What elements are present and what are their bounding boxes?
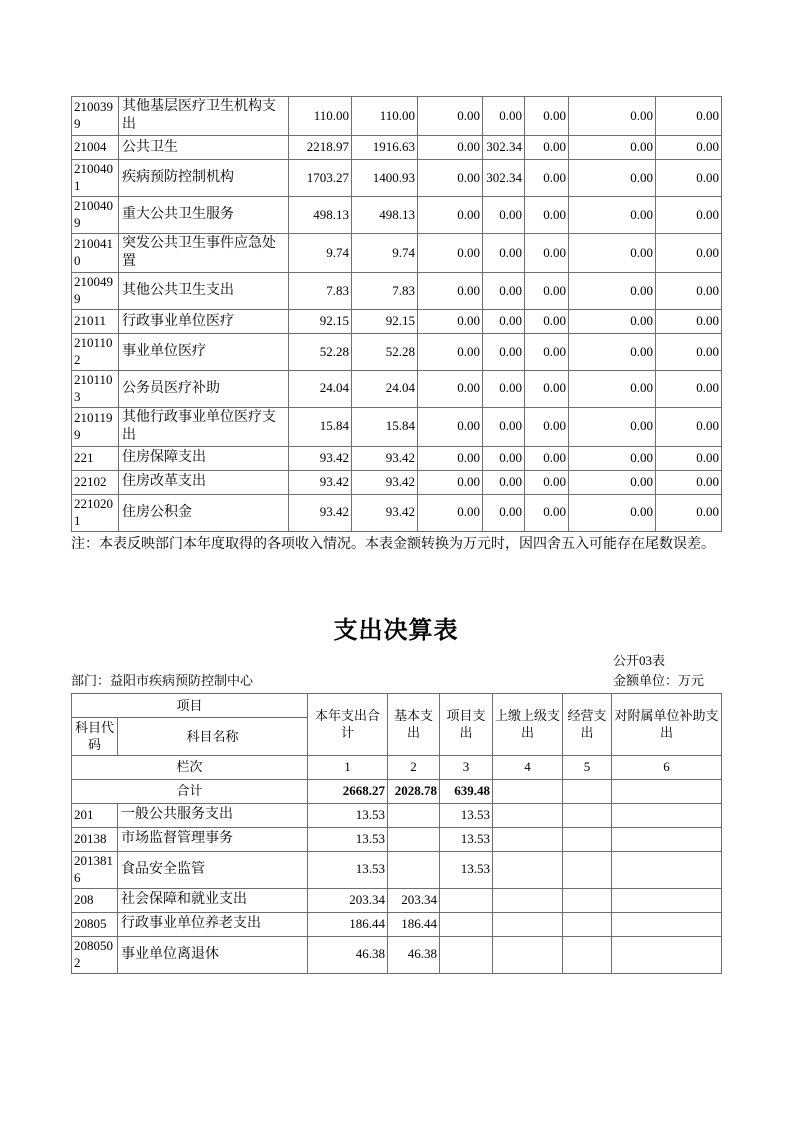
subject-name-cell: 突发公共卫生事件应急处置 [119, 233, 289, 272]
subject-code-cell: 2013816 [72, 851, 118, 888]
header-col-operating: 经营支出 [563, 693, 612, 755]
value-cell: 0.00 [525, 334, 569, 371]
value-cell: 0.00 [418, 136, 483, 160]
subject-name-cell: 公共卫生 [119, 136, 289, 160]
value-cell: 0.00 [569, 407, 656, 446]
header-col-total: 本年支出合计 [308, 693, 388, 755]
value-cell: 0.00 [656, 471, 722, 495]
value-cell [612, 888, 722, 912]
value-cell: 9.74 [352, 233, 418, 272]
value-cell: 302.34 [483, 136, 525, 160]
table-row [72, 495, 722, 532]
value-cell: 0.00 [483, 310, 525, 334]
value-cell: 0.00 [483, 97, 525, 136]
subject-name-cell: 重大公共卫生服务 [119, 197, 289, 234]
subject-code-cell: 2101103 [72, 370, 119, 407]
table-code-label: 公开03表 [613, 652, 666, 668]
value-cell: 0.00 [483, 495, 525, 532]
subject-name-cell: 疾病预防控制机构 [119, 160, 289, 197]
rank-number: 4 [493, 755, 563, 779]
table-row [72, 827, 722, 851]
value-cell: 0.00 [569, 471, 656, 495]
table-row [72, 803, 722, 827]
value-cell: 0.00 [483, 273, 525, 310]
value-cell: 13.53 [440, 803, 493, 827]
total-label: 合计 [72, 779, 308, 803]
table-row [72, 310, 722, 334]
value-cell [612, 827, 722, 851]
table-row [72, 471, 722, 495]
value-cell [493, 888, 563, 912]
subject-code-cell: 208 [72, 888, 118, 912]
subject-code-cell: 2100401 [72, 160, 119, 197]
value-cell: 0.00 [525, 447, 569, 471]
header-col-upper: 上缴上级支出 [493, 693, 563, 755]
rank-number: 3 [440, 755, 493, 779]
table-row [72, 936, 722, 973]
value-cell: 92.15 [352, 310, 418, 334]
value-cell: 0.00 [656, 310, 722, 334]
value-cell: 46.38 [388, 936, 440, 973]
table-row [72, 334, 722, 371]
value-cell: 0.00 [418, 407, 483, 446]
expenditure-table [71, 693, 722, 974]
value-cell [563, 803, 612, 827]
value-cell: 0.00 [525, 471, 569, 495]
value-cell: 0.00 [483, 471, 525, 495]
subject-name-cell: 行政事业单位养老支出 [118, 912, 308, 936]
value-cell: 498.13 [289, 197, 352, 234]
value-cell: 13.53 [308, 851, 388, 888]
subject-name-cell: 其他基层医疗卫生机构支出 [119, 97, 289, 136]
value-cell [493, 827, 563, 851]
value-cell: 93.42 [289, 495, 352, 532]
subject-name-cell: 行政事业单位医疗 [119, 310, 289, 334]
subject-name-cell: 食品安全监管 [118, 851, 308, 888]
value-cell [440, 912, 493, 936]
value-cell: 0.00 [656, 160, 722, 197]
value-cell: 0.00 [656, 407, 722, 446]
value-cell [493, 936, 563, 973]
value-cell: 0.00 [418, 495, 483, 532]
value-cell: 0.00 [418, 273, 483, 310]
value-cell: 0.00 [656, 136, 722, 160]
value-cell: 0.00 [569, 273, 656, 310]
value-cell: 0.00 [656, 334, 722, 371]
subject-code-cell: 22102 [72, 471, 119, 495]
value-cell [612, 936, 722, 973]
header-project: 项目 [72, 693, 308, 717]
subject-code-cell: 2101102 [72, 334, 119, 371]
value-cell: 0.00 [525, 233, 569, 272]
value-cell: 0.00 [569, 233, 656, 272]
value-cell: 0.00 [569, 370, 656, 407]
value-cell: 0.00 [483, 197, 525, 234]
value-cell [612, 803, 722, 827]
subject-name-cell: 住房改革支出 [119, 471, 289, 495]
subject-name-cell: 市场监督管理事务 [118, 827, 308, 851]
value-cell [563, 936, 612, 973]
value-cell [493, 912, 563, 936]
value-cell: 0.00 [418, 233, 483, 272]
value-cell: 13.53 [308, 827, 388, 851]
value-cell [563, 888, 612, 912]
value-cell [612, 851, 722, 888]
table-row [72, 97, 722, 136]
header-col-project-exp: 项目支出 [440, 693, 493, 755]
value-cell: 186.44 [308, 912, 388, 936]
value-cell: 1400.93 [352, 160, 418, 197]
income-table-note: 注：本表反映部门本年度取得的各项收入情况。本表金额转换为万元时，因四舍五入可能存在尾数误差。 [71, 536, 715, 552]
rank-row [72, 755, 722, 779]
subject-name-cell: 其他行政事业单位医疗支出 [119, 407, 289, 446]
value-cell: 0.00 [525, 370, 569, 407]
value-cell: 0.00 [656, 97, 722, 136]
table-row [72, 851, 722, 888]
value-cell: 0.00 [418, 197, 483, 234]
value-cell: 110.00 [352, 97, 418, 136]
value-cell: 0.00 [525, 407, 569, 446]
value-cell [563, 912, 612, 936]
value-cell [440, 936, 493, 973]
value-cell: 0.00 [418, 370, 483, 407]
table-row [72, 197, 722, 234]
rank-number: 5 [563, 755, 612, 779]
value-cell: 186.44 [388, 912, 440, 936]
value-cell [493, 803, 563, 827]
subject-name-cell: 其他公共卫生支出 [119, 273, 289, 310]
subject-code-cell: 2210201 [72, 495, 119, 532]
value-cell: 0.00 [656, 447, 722, 471]
subject-code-cell: 20805 [72, 912, 118, 936]
value-cell: 93.42 [352, 447, 418, 471]
value-cell: 15.84 [289, 407, 352, 446]
value-cell: 0.00 [418, 334, 483, 371]
value-cell: 0.00 [483, 334, 525, 371]
rank-number: 2 [388, 755, 440, 779]
value-cell: 0.00 [569, 136, 656, 160]
value-cell: 93.42 [352, 495, 418, 532]
value-cell: 0.00 [569, 495, 656, 532]
header-col-basic: 基本支出 [388, 693, 440, 755]
table-row [72, 912, 722, 936]
value-cell [563, 827, 612, 851]
value-cell [388, 851, 440, 888]
value-cell: 46.38 [308, 936, 388, 973]
value-cell: 0.00 [418, 160, 483, 197]
table-row [72, 447, 722, 471]
value-cell: 0.00 [656, 233, 722, 272]
subject-code-cell: 2100409 [72, 197, 119, 234]
value-cell: 0.00 [569, 197, 656, 234]
value-cell [493, 851, 563, 888]
value-cell: 302.34 [483, 160, 525, 197]
value-cell: 0.00 [525, 136, 569, 160]
value-cell: 0.00 [569, 334, 656, 371]
value-cell: 15.84 [352, 407, 418, 446]
subject-code-cell: 2100399 [72, 97, 119, 136]
subject-name-cell: 住房保障支出 [119, 447, 289, 471]
value-cell: 2218.97 [289, 136, 352, 160]
value-cell: 0.00 [418, 471, 483, 495]
subject-name-cell: 住房公积金 [119, 495, 289, 532]
value-cell: 0.00 [569, 447, 656, 471]
subject-name-cell: 公务员医疗补助 [119, 370, 289, 407]
value-cell: 1916.63 [352, 136, 418, 160]
total-value [563, 779, 612, 803]
value-cell: 0.00 [418, 310, 483, 334]
subject-code-cell: 20138 [72, 827, 118, 851]
total-value [493, 779, 563, 803]
value-cell: 0.00 [483, 407, 525, 446]
subject-code-cell: 2100410 [72, 233, 119, 272]
total-value: 2028.78 [388, 779, 440, 803]
value-cell: 7.83 [352, 273, 418, 310]
value-cell: 0.00 [483, 370, 525, 407]
rank-label: 栏次 [72, 755, 308, 779]
header-col-subsidy: 对附属单位补助支出 [612, 693, 722, 755]
value-cell: 13.53 [440, 827, 493, 851]
total-value: 639.48 [440, 779, 493, 803]
value-cell: 0.00 [656, 197, 722, 234]
subject-name-cell: 事业单位医疗 [119, 334, 289, 371]
value-cell: 93.42 [289, 471, 352, 495]
value-cell: 0.00 [525, 495, 569, 532]
value-cell: 0.00 [525, 97, 569, 136]
rank-number: 6 [612, 755, 722, 779]
table-meta-row [71, 672, 721, 690]
value-cell [440, 888, 493, 912]
total-value: 2668.27 [308, 779, 388, 803]
value-cell: 498.13 [352, 197, 418, 234]
value-cell: 0.00 [525, 197, 569, 234]
unit-label: 金额单位：万元 [613, 672, 705, 688]
total-row [72, 779, 722, 803]
rank-number: 1 [308, 755, 388, 779]
value-cell: 0.00 [656, 273, 722, 310]
income-table [71, 96, 722, 532]
subject-code-cell: 2080502 [72, 936, 118, 973]
department-label: 部门：益阳市疾病预防控制中心 [71, 672, 254, 688]
subject-code-cell: 221 [72, 447, 119, 471]
value-cell [388, 827, 440, 851]
subject-code-cell: 21004 [72, 136, 119, 160]
value-cell [388, 803, 440, 827]
value-cell: 0.00 [525, 160, 569, 197]
value-cell: 0.00 [418, 97, 483, 136]
value-cell: 24.04 [289, 370, 352, 407]
table-row [72, 233, 722, 272]
value-cell: 0.00 [569, 310, 656, 334]
subject-code-cell: 201 [72, 803, 118, 827]
value-cell: 93.42 [289, 447, 352, 471]
value-cell: 203.34 [388, 888, 440, 912]
value-cell: 93.42 [352, 471, 418, 495]
value-cell: 9.74 [289, 233, 352, 272]
value-cell: 52.28 [289, 334, 352, 371]
value-cell: 13.53 [440, 851, 493, 888]
value-cell: 0.00 [569, 97, 656, 136]
table-row [72, 136, 722, 160]
table-row [72, 370, 722, 407]
value-cell: 0.00 [656, 370, 722, 407]
expenditure-table-title: 支出决算表 [333, 617, 459, 644]
value-cell: 0.00 [483, 233, 525, 272]
value-cell: 110.00 [289, 97, 352, 136]
value-cell: 0.00 [525, 310, 569, 334]
value-cell: 24.04 [352, 370, 418, 407]
subject-name-cell: 社会保障和就业支出 [118, 888, 308, 912]
value-cell [612, 912, 722, 936]
subject-code-cell: 2101199 [72, 407, 119, 446]
subject-code-cell: 2100499 [72, 273, 119, 310]
value-cell: 7.83 [289, 273, 352, 310]
header-row-project [72, 693, 722, 717]
value-cell: 0.00 [525, 273, 569, 310]
total-value [612, 779, 722, 803]
value-cell: 92.15 [289, 310, 352, 334]
value-cell: 203.34 [308, 888, 388, 912]
value-cell: 0.00 [656, 495, 722, 532]
subject-code-cell: 21011 [72, 310, 119, 334]
table-row [72, 160, 722, 197]
subject-name-cell: 一般公共服务支出 [118, 803, 308, 827]
value-cell: 0.00 [418, 447, 483, 471]
value-cell: 13.53 [308, 803, 388, 827]
value-cell: 0.00 [569, 160, 656, 197]
page-content [71, 0, 721, 974]
subject-name-cell: 事业单位离退休 [118, 936, 308, 973]
value-cell: 52.28 [352, 334, 418, 371]
header-subject-name: 科目名称 [118, 717, 308, 755]
value-cell: 0.00 [483, 447, 525, 471]
table-row [72, 407, 722, 446]
value-cell: 1703.27 [289, 160, 352, 197]
value-cell [563, 851, 612, 888]
table-row [72, 888, 722, 912]
header-subject-code: 科目代码 [72, 717, 118, 755]
table-row [72, 273, 722, 310]
